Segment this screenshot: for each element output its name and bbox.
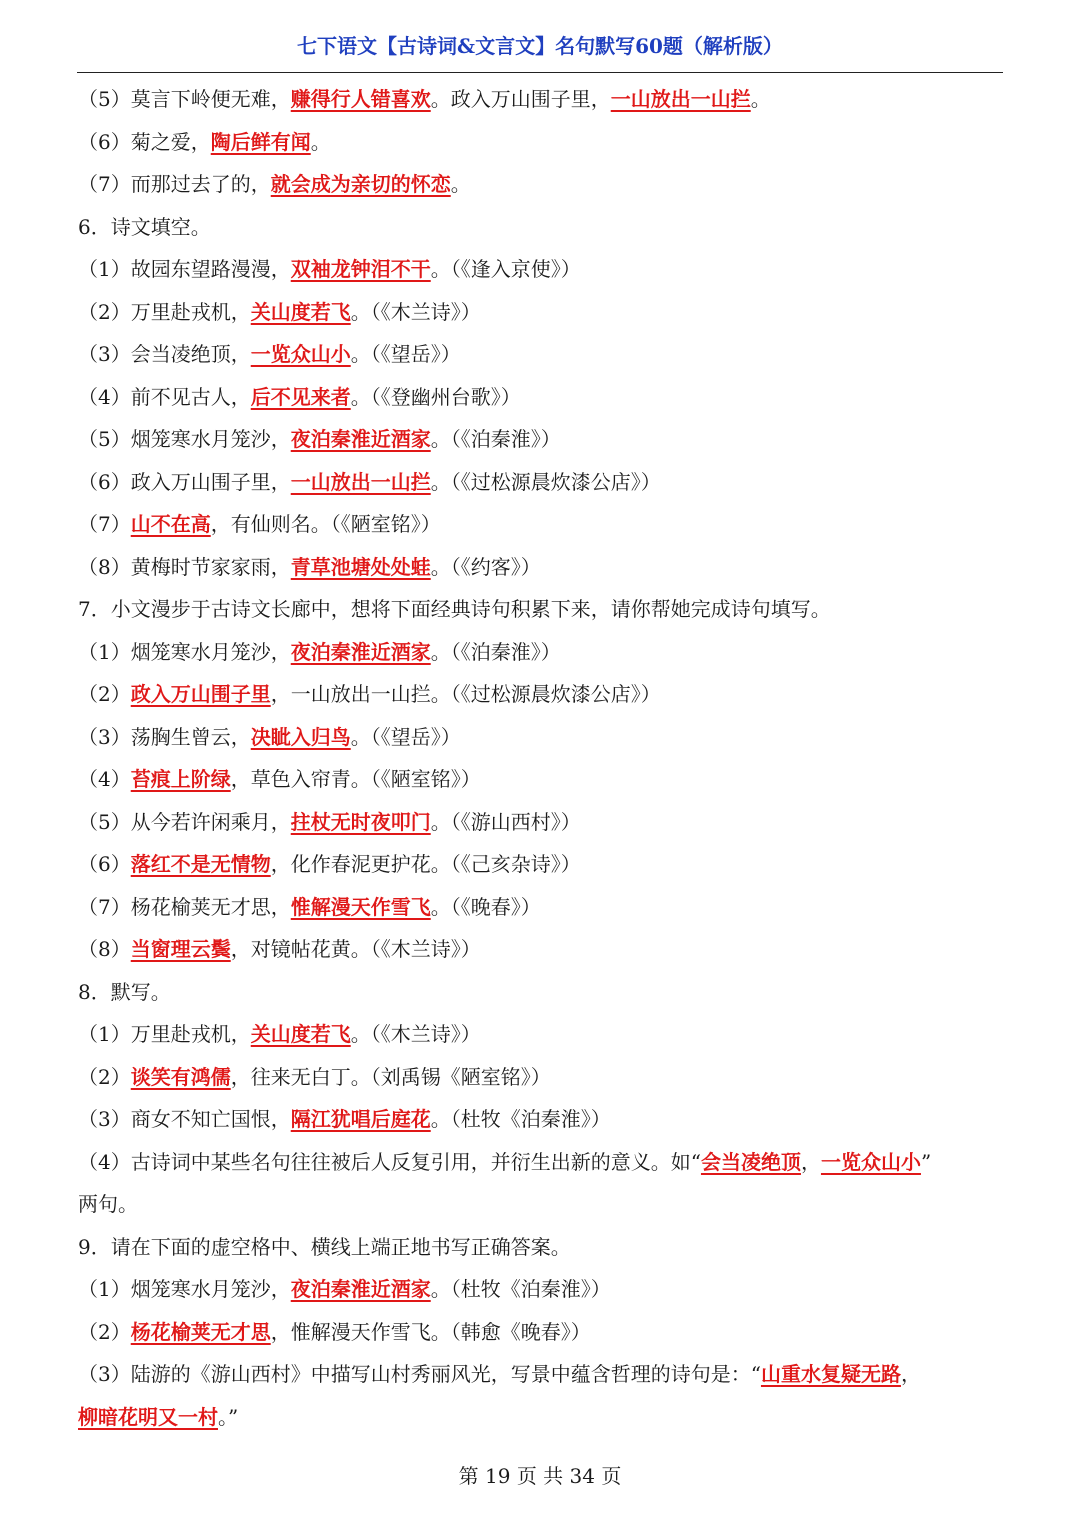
- question-text: 。（《泊秦淮》）: [430, 639, 561, 664]
- answer-text: 拄杖无时夜叩门: [290, 809, 431, 834]
- text-line: [78, 801, 1003, 844]
- answer-text: 隔江犹唱后庭花: [290, 1107, 431, 1131]
- question-text: 7．小文漫步于古诗文长廊中，想将下面经典诗句积累下来，请你帮她完成诗句填写。: [78, 597, 831, 621]
- answer-text: 杨花榆荚无才思: [130, 1319, 271, 1344]
- question-text: （6）: [78, 852, 131, 876]
- question-text: 。（《约客》）: [430, 554, 541, 579]
- question-text: （3）陆游的《游山西村》中描写山村秀丽风光，写景中蕴含哲理的诗句是：“: [78, 1362, 761, 1386]
- question-text: 。（《泊秦淮》）: [430, 427, 561, 451]
- text-line: [78, 1268, 1003, 1311]
- question-text: ”: [920, 1149, 932, 1174]
- question-text: 。（《游山西村》）: [430, 809, 581, 834]
- answer-text: 就会成为亲切的怀恋: [270, 172, 451, 196]
- question-text: （5）莫言下岭便无难，: [78, 87, 291, 111]
- question-text: （2）万里赴戎机，: [78, 299, 251, 324]
- question-text: 。（《登幽州台歌》）: [350, 384, 521, 409]
- question-text: 。: [450, 172, 471, 196]
- question-text: （3）会当凌绝顶，: [78, 342, 251, 366]
- question-text: ，一山放出一山拦。（《过松源晨炊漆公店》）: [270, 682, 661, 706]
- answer-text: 一山放出一山拦: [610, 87, 751, 111]
- question-text: （2）: [78, 1064, 131, 1089]
- text-line: [78, 716, 1003, 759]
- answer-text: 山不在高: [130, 512, 211, 536]
- answer-text: 山重水复疑无路: [760, 1362, 901, 1386]
- question-text: （3）荡胸生曾云，: [78, 724, 251, 749]
- answer-text: 惟解漫天作雪飞: [290, 894, 431, 919]
- text-line: [78, 546, 1003, 589]
- question-text: （8）黄梅时节家家雨，: [78, 554, 291, 579]
- question-text: （3）商女不知亡国恨，: [78, 1107, 291, 1131]
- answer-text: 落红不是无情物: [130, 852, 271, 876]
- text-line: [78, 1013, 1003, 1056]
- text-line: [78, 418, 1003, 461]
- text-line: [78, 673, 1003, 716]
- text-line: [78, 843, 1003, 886]
- text-line: [78, 1098, 1003, 1141]
- text-line: [78, 1183, 1003, 1226]
- text-line: [78, 1396, 1003, 1439]
- question-text: （4）前不见古人，: [78, 384, 251, 409]
- question-text: （6）政入万山围子里，: [78, 469, 291, 494]
- text-line: [78, 248, 1003, 291]
- question-text: （7）而那过去了的，: [78, 172, 271, 196]
- question-text: （5）从今若许闲乘月，: [78, 809, 291, 834]
- question-text: 。: [750, 87, 771, 111]
- answer-text: 后不见来者: [250, 384, 351, 409]
- question-text: （1）烟笼寒水月笼沙，: [78, 1277, 291, 1301]
- question-text: 6．诗文填空。: [78, 214, 211, 239]
- answer-text: 一山放出一山拦: [290, 469, 431, 494]
- question-text: ，往来无白丁。（刘禹锡《陋室铭》）: [230, 1064, 551, 1089]
- answer-text: 关山度若飞: [250, 1022, 351, 1046]
- text-line: [78, 163, 1003, 206]
- question-text: （5）烟笼寒水月笼沙，: [78, 427, 291, 451]
- question-text: ，对镜帖花黄。（《木兰诗》）: [230, 937, 481, 961]
- question-text: （2）: [78, 1319, 131, 1344]
- text-line: [78, 461, 1003, 504]
- answer-text: 谈笑有鸿儒: [130, 1064, 231, 1089]
- question-text: 。（《过松源晨炊漆公店》）: [430, 469, 661, 494]
- answer-text: 苔痕上阶绿: [130, 767, 231, 791]
- question-text: （8）: [78, 937, 131, 961]
- question-text: 两句。: [78, 1192, 138, 1216]
- answer-text: 夜泊秦淮近酒家: [290, 427, 431, 451]
- answer-text: 当窗理云鬓: [130, 937, 231, 961]
- text-line: [78, 758, 1003, 801]
- text-line: [78, 971, 1003, 1014]
- answer-text: 陶后鲜有闻: [210, 129, 311, 154]
- question-text: 。”: [218, 1404, 239, 1429]
- question-text: 。（杜牧《泊秦淮》）: [430, 1107, 611, 1131]
- question-text: 。: [310, 129, 331, 154]
- question-text: ，有仙则名。（《陋室铭》）: [210, 512, 441, 536]
- answer-text: 一览众山小: [250, 342, 351, 366]
- text-line: [78, 631, 1003, 674]
- answer-text: 政入万山围子里: [130, 682, 271, 706]
- answer-text: 关山度若飞: [250, 299, 351, 324]
- question-text: 。（《木兰诗》）: [350, 299, 481, 324]
- text-line: [78, 1353, 1003, 1396]
- question-text: 。（《晚春》）: [430, 894, 541, 919]
- question-text: （6）菊之爱，: [78, 129, 211, 154]
- page-footer: 第 19 页 共 34 页: [458, 1464, 622, 1488]
- answer-text: 夜泊秦淮近酒家: [290, 1277, 431, 1301]
- answer-text: 会当凌绝顶: [700, 1149, 801, 1174]
- question-text: 。（《木兰诗》）: [350, 1022, 481, 1046]
- question-text: ，: [900, 1362, 921, 1386]
- text-line: [78, 1226, 1003, 1269]
- page-header-title: 七下语文【古诗词&文言文】名句默写60题（解析版）: [297, 34, 783, 58]
- question-text: 。（《逢入京使》）: [430, 257, 581, 281]
- question-text: 9．请在下面的虚空格中、横线上端正地书写正确答案。: [78, 1234, 571, 1259]
- text-line: [78, 1311, 1003, 1354]
- text-line: [78, 503, 1003, 546]
- header-divider: [77, 72, 1003, 73]
- question-text: ，惟解漫天作雪飞。（韩愈《晚春》）: [270, 1319, 591, 1344]
- question-text: （2）: [78, 682, 131, 706]
- text-line: [78, 121, 1003, 164]
- answer-text: 柳暗花明又一村: [78, 1404, 218, 1429]
- text-line: [78, 1141, 1003, 1184]
- text-line: [78, 928, 1003, 971]
- question-text: 。政入万山围子里，: [430, 87, 611, 111]
- question-text: （1）烟笼寒水月笼沙，: [78, 639, 291, 664]
- question-text: （7）: [78, 512, 131, 536]
- question-text: （4）: [78, 767, 131, 791]
- document-body: [78, 78, 1003, 1438]
- text-line: [78, 333, 1003, 376]
- text-line: [78, 588, 1003, 631]
- question-text: （4）古诗词中某些名句往往被后人反复引用，并衍生出新的意义。如“: [78, 1149, 701, 1174]
- question-text: 。（《望岳》）: [350, 342, 461, 366]
- answer-text: 青草池塘处处蛙: [290, 554, 431, 579]
- question-text: ，: [800, 1149, 821, 1174]
- question-text: （7）杨花榆荚无才思，: [78, 894, 291, 919]
- question-text: （1）万里赴戎机，: [78, 1022, 251, 1046]
- text-line: [78, 291, 1003, 334]
- answer-text: 赚得行人错喜欢: [290, 87, 431, 111]
- answer-text: 决眦入归鸟: [250, 724, 351, 749]
- question-text: ，草色入帘青。（《陋室铭》）: [230, 767, 481, 791]
- answer-text: 双袖龙钟泪不干: [290, 257, 431, 281]
- question-text: （1）故园东望路漫漫，: [78, 257, 291, 281]
- answer-text: 一览众山小: [820, 1149, 921, 1174]
- question-text: 8．默写。: [78, 979, 171, 1004]
- question-text: 。（杜牧《泊秦淮》）: [430, 1277, 611, 1301]
- question-text: 。（《望岳》）: [350, 724, 461, 749]
- text-line: [78, 206, 1003, 249]
- question-text: ，化作春泥更护花。（《己亥杂诗》）: [270, 852, 581, 876]
- text-line: [78, 1056, 1003, 1099]
- answer-text: 夜泊秦淮近酒家: [290, 639, 431, 664]
- text-line: [78, 886, 1003, 929]
- text-line: [78, 78, 1003, 121]
- text-line: [78, 376, 1003, 419]
